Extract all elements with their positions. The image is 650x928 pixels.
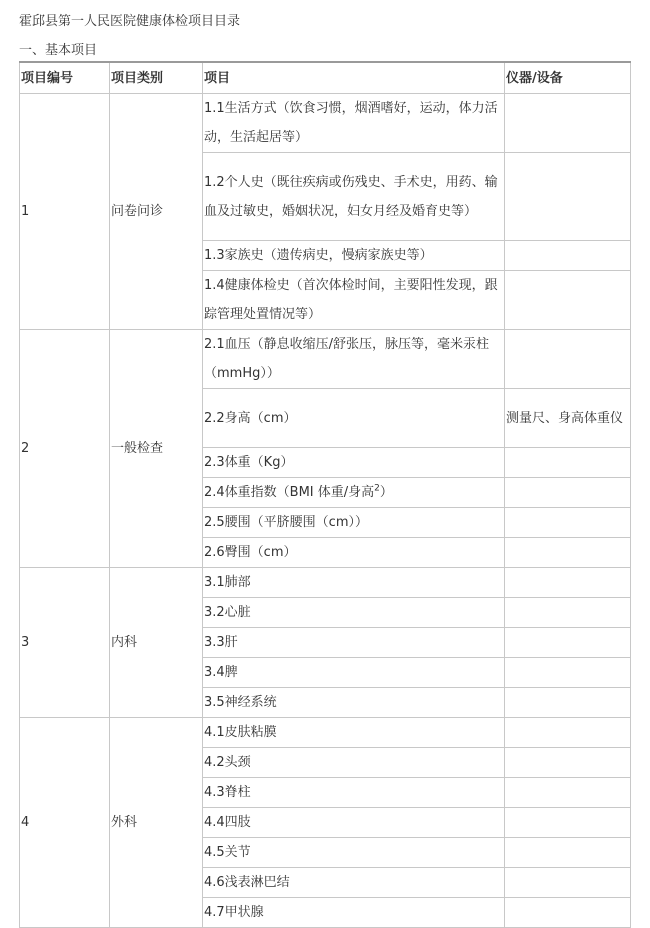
equipment-cell <box>505 748 631 778</box>
equipment-cell: 测量尺、身高体重仪 <box>505 389 631 448</box>
equipment-cell <box>505 330 631 389</box>
item-cell: 2.3体重（Kg） <box>203 448 505 478</box>
equipment-cell <box>505 271 631 330</box>
equipment-cell <box>505 718 631 748</box>
equipment-cell <box>505 508 631 538</box>
equipment-cell <box>505 598 631 628</box>
item-cell: 1.3家族史（遗传病史，慢病家族史等） <box>203 241 505 271</box>
item-cell: 1.1生活方式（饮食习惯，烟酒嗜好，运动，体力活动，生活起居等） <box>203 94 505 153</box>
item-text: 2.4体重指数（BMI 体重/身高 <box>204 485 375 500</box>
equipment-cell <box>505 478 631 508</box>
item-cell: 2.2身高（cm） <box>203 389 505 448</box>
table-row <box>20 568 631 598</box>
header-item-category: 项目类别 <box>110 62 203 94</box>
item-cell: 3.1肺部 <box>203 568 505 598</box>
header-item: 项目 <box>203 62 505 94</box>
group-number: 1 <box>20 94 110 330</box>
exam-items-table <box>19 61 631 928</box>
equipment-cell <box>505 94 631 153</box>
group-category: 问卷问诊 <box>110 94 203 330</box>
header-equipment: 仪器/设备 <box>505 62 631 94</box>
equipment-cell <box>505 448 631 478</box>
item-cell: 4.1皮肤粘膜 <box>203 718 505 748</box>
equipment-cell <box>505 241 631 271</box>
equipment-cell <box>505 868 631 898</box>
item-cell: 3.4脾 <box>203 658 505 688</box>
item-cell: 4.3脊柱 <box>203 778 505 808</box>
equipment-cell <box>505 778 631 808</box>
equipment-cell <box>505 628 631 658</box>
item-cell: 4.6浅表淋巴结 <box>203 868 505 898</box>
equipment-cell <box>505 538 631 568</box>
group-number: 3 <box>20 568 110 718</box>
item-text-tail: ） <box>379 485 393 500</box>
item-cell: 4.4四肢 <box>203 808 505 838</box>
section-heading: 一、基本项目 <box>19 43 98 58</box>
item-cell: 3.3肝 <box>203 628 505 658</box>
item-cell: 4.7甲状腺 <box>203 898 505 928</box>
table-row <box>20 94 631 153</box>
equipment-cell <box>505 568 631 598</box>
item-cell: 3.5神经系统 <box>203 688 505 718</box>
group-category: 外科 <box>110 718 203 928</box>
equipment-cell <box>505 658 631 688</box>
group-number: 4 <box>20 718 110 928</box>
item-cell <box>203 478 505 508</box>
item-cell: 1.4健康体检史（首次体检时间，主要阳性发现，跟踪管理处置情况等） <box>203 271 505 330</box>
item-cell: 2.5腰围（平脐腰围（cm）） <box>203 508 505 538</box>
equipment-cell <box>505 898 631 928</box>
item-cell: 4.5关节 <box>203 838 505 868</box>
table-row <box>20 330 631 389</box>
equipment-cell <box>505 688 631 718</box>
equipment-cell <box>505 808 631 838</box>
item-cell: 2.1血压（静息收缩压/舒张压，脉压等，毫米汞柱（mmHg）） <box>203 330 505 389</box>
item-cell: 3.2心脏 <box>203 598 505 628</box>
item-cell: 4.2头颈 <box>203 748 505 778</box>
item-cell: 1.2个人史（既往疾病或伤残史、手术史，用药、输血及过敏史，婚姻状况，妇女月经及婚育史等） <box>203 153 505 241</box>
group-category: 内科 <box>110 568 203 718</box>
equipment-cell <box>505 838 631 868</box>
header-item-number: 项目编号 <box>20 62 110 94</box>
superscript: 2 <box>374 483 380 494</box>
item-cell: 2.6臀围（cm） <box>203 538 505 568</box>
table-row <box>20 718 631 748</box>
equipment-cell <box>505 153 631 241</box>
table-header-row <box>20 62 631 94</box>
document-title: 霍邱县第一人民医院健康体检项目目录 <box>19 14 241 29</box>
group-category: 一般检查 <box>110 330 203 568</box>
group-number: 2 <box>20 330 110 568</box>
